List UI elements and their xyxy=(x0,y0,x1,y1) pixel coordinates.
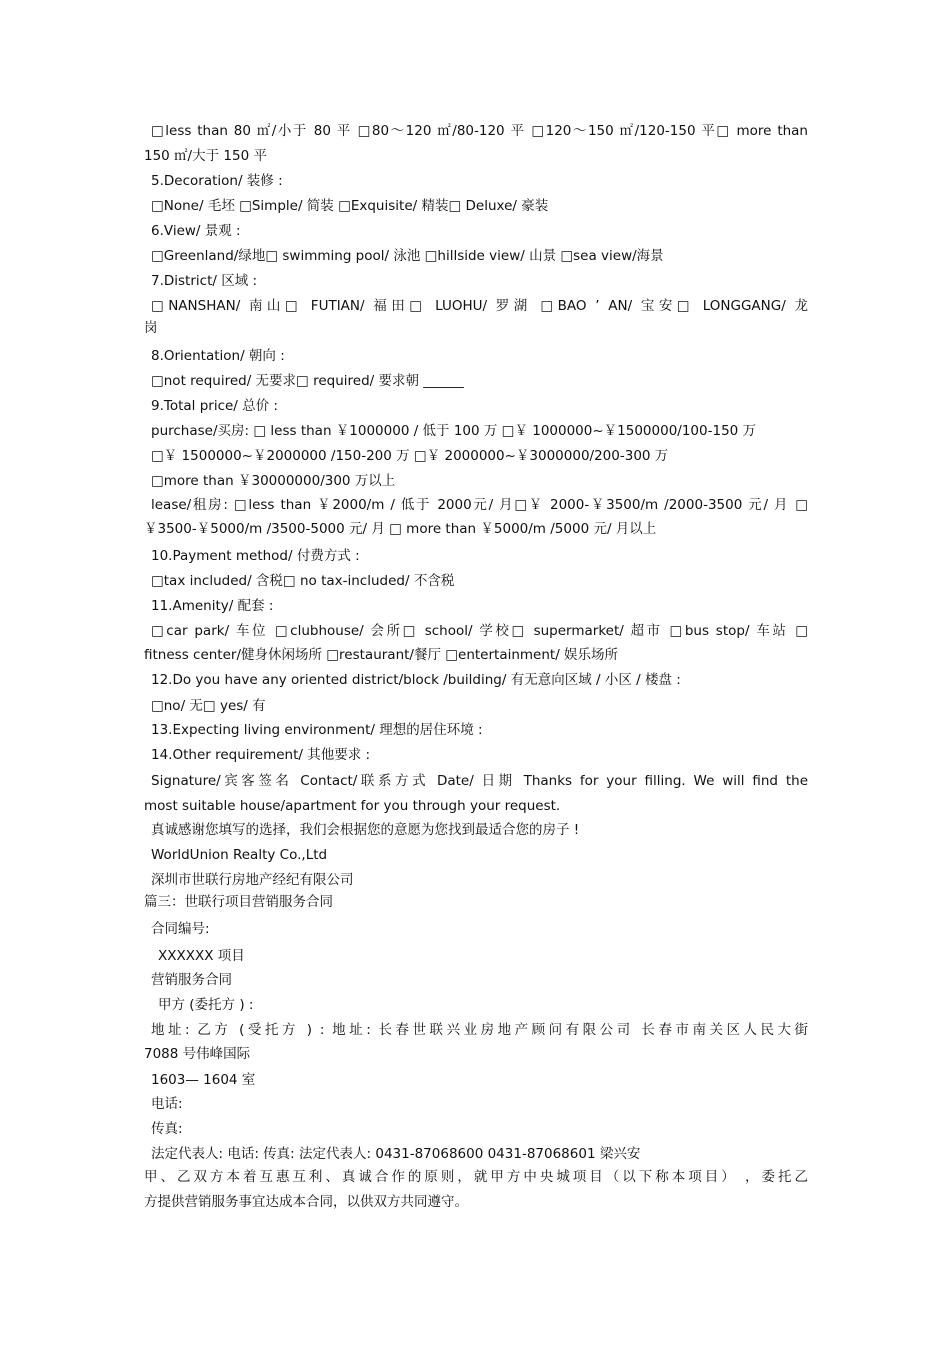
district-heading: 7.District/ 区域 : xyxy=(151,273,258,289)
amenity-heading: 11.Amenity/ 配套 : xyxy=(151,598,274,614)
thanks-chinese: 真诚感谢您填写的选择，我们会根据您的意愿为您找到最适合您的房子 ! xyxy=(151,822,580,838)
district-options-cont: 岗 xyxy=(144,320,158,336)
total-price-heading: 9.Total price/ 总价 : xyxy=(151,398,278,414)
decoration-heading: 5.Decoration/ 装修 : xyxy=(151,173,283,189)
payment-options: □tax included/ 含税□ no tax-included/ 不含税 xyxy=(151,573,455,589)
contract-number-label: 合同编号: xyxy=(151,921,210,937)
room-number: 1603— 1604 室 xyxy=(151,1072,256,1088)
representative-line: 法定代表人: 电话: 传真: 法定代表人: 0431-87068600 0431-87068601 梁兴安 xyxy=(151,1146,641,1162)
decoration-options: □None/ 毛坯 □Simple/ 简装 □Exquisite/ 精装□ Deluxe/ 豪装 xyxy=(151,198,549,214)
purchase-options-3: □more than ￥30000000/300 万以上 xyxy=(151,473,396,489)
orientation-options: □not required/ 无要求□ required/ 要求朝 ______ xyxy=(151,373,464,389)
phone-label: 电话: xyxy=(151,1096,183,1112)
project-name: XXXXXX 项目 xyxy=(158,948,245,964)
size-options-line: □less than 80 ㎡/小于 80 平 □80～120 ㎡/80-120 平 □120～150 ㎡/120-150 平□ more than xyxy=(151,123,808,139)
signature-line-cont: most suitable house/apartment for you through your request. xyxy=(144,798,561,814)
purchase-options-2: □￥ 1500000~￥2000000 /150-200 万 □￥ 2000000~￥3000000/200-300 万 xyxy=(151,448,669,464)
fax-label: 传真: xyxy=(151,1121,183,1137)
company-name-en: WorldUnion Realty Co.,Ltd xyxy=(151,847,328,863)
view-heading: 6.View/ 景观 : xyxy=(151,223,241,239)
other-requirement-heading: 14.Other requirement/ 其他要求 : xyxy=(151,747,371,763)
purchase-options-1: purchase/买房: □ less than ￥1000000 / 低于 100 万 □￥ 1000000~￥1500000/100-150 万 xyxy=(151,423,757,439)
lease-options-1: lease/租房: □less than ￥2000/m / 低于 2000元/ 月□￥ 2000-￥3500/m /2000-3500 元/ 月 □ xyxy=(151,497,808,513)
party-a-label: 甲方 (委托方 ) : xyxy=(158,997,254,1013)
company-name-cn: 深圳市世联行房地产经纪有限公司 xyxy=(151,872,354,888)
address-line-cont: 7088 号伟峰国际 xyxy=(144,1046,251,1062)
oriented-district-question: 12.Do you have any oriented district/block /building/ 有无意向区域 / 小区 / 楼盘 : xyxy=(151,672,681,688)
view-options: □Greenland/绿地□ swimming pool/ 泳池 □hillside view/ 山景 □sea view/海景 xyxy=(151,248,664,264)
size-options-line-cont: 150 ㎡/大于 150 平 xyxy=(144,148,267,164)
orientation-heading: 8.Orientation/ 朝向 : xyxy=(151,348,285,364)
section-title: 篇三：世联行项目营销服务合同 xyxy=(144,894,333,910)
signature-line: Signature/宾客签名 Contact/联系方式 Date/ 日期 Thanks for your filling. We will find the xyxy=(151,773,808,789)
contract-title: 营销服务合同 xyxy=(151,972,232,988)
amenity-options-2: fitness center/健身休闲场所 □restaurant/餐厅 □entertainment/ 娱乐场所 xyxy=(144,647,619,663)
district-options: □NANSHAN/ 南山□ FUTIAN/ 福田□ LUOHU/ 罗湖 □BAO ’ AN/ 宝安□ LONGGANG/ 龙 xyxy=(151,298,808,314)
living-environment-heading: 13.Expecting living environment/ 理想的居住环境 : xyxy=(151,722,483,738)
agreement-paragraph: 甲、乙双方本着互惠互利、真诚合作的原则，就甲方中央城项目（以下称本项目） ，委托乙 xyxy=(144,1169,808,1185)
agreement-paragraph-cont: 方提供营销服务事宜达成本合同，以供双方共同遵守。 xyxy=(144,1194,468,1210)
oriented-district-options: □no/ 无□ yes/ 有 xyxy=(151,698,266,714)
amenity-options-1: □car park/ 车位 □clubhouse/ 会所□ school/ 学校□ supermarket/ 超市 □bus stop/ 车站 □ xyxy=(151,623,808,639)
lease-options-2: ￥3500-￥5000/m /3500-5000 元/ 月 □ more than ￥5000/m /5000 元/ 月以上 xyxy=(144,521,657,537)
payment-heading: 10.Payment method/ 付费方式 : xyxy=(151,548,360,564)
address-line: 地址: 乙方 (受托方 ) : 地址: 长春世联兴业房地产顾问有限公司 长春市南关区人民大街 xyxy=(151,1022,808,1038)
